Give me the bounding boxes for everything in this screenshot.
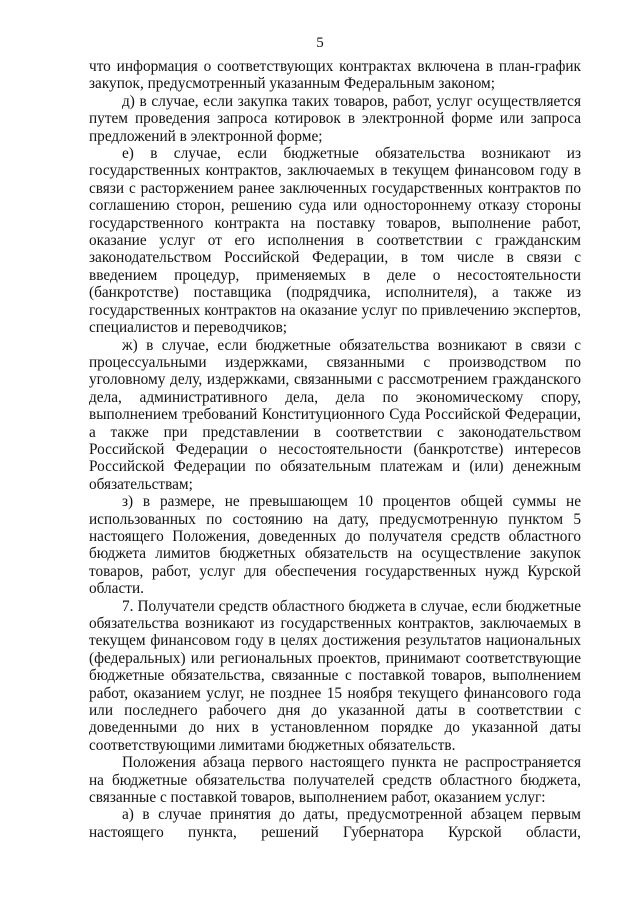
document-body xyxy=(89,58,581,841)
paragraph-item-zh: ж) в случае, если бюджетные обязательства возникают в связи с процессуальными издержками, связанными с производством по уголовному делу, издержками, связанными с рассмотрением гражданского дела, административного дела, дела по экономическому спору, выполнением требований Конституционного Суда Российской Федерации, а также при представлении в соответствии с законодательством Российской Федерации о несостоятельности (банкротстве) интересов Российской Федерации по обязательным платежам и (или) денежным обязательствам; xyxy=(89,336,581,493)
paragraph-item-a: а) в случае принятия до даты, предусмотренной абзацем первым настоящего пункта, решений Губернатора Курской области, xyxy=(89,806,581,841)
paragraph-item-z: з) в размере, не превышающем 10 процентов общей суммы не использованных по состоянию на дату, предусмотренную пунктом 5 настоящего Положения, доведенных до получателя средств областного бюджета лимитов бюджетных обязательств на осуществление закупок товаров, работ, услуг для обеспечения государственных нужд Курской области. xyxy=(89,493,581,598)
paragraph-clause-7: 7. Получатели средств областного бюджета в случае, если бюджетные обязательства возникают из государственных контрактов, заключаемых в текущем финансовом году в целях достижения результатов национальных (федеральных) или региональных проектов, принимают соответствующие бюджетные обязательства, связанные с поставкой товаров, выполнением работ, оказанием услуг, не позднее 15 ноября текущего финансового года или последнего рабочего дня до указанной даты в соответствии с доведенными до них в установленном порядке до указанной даты соответствующими лимитами бюджетных обязательств. xyxy=(89,597,581,754)
paragraph-item-e: е) в случае, если бюджетные обязательства возникают из государственных контрактов, заключаемых в текущем финансовом году в связи с расторжением ранее заключенных государственных контрактов по соглашению сторон, решению суда или одностороннему отказу стороны государственного контракта на поставку товаров, выполнение работ, оказание услуг от его исполнения в соответствии с гражданским законодательством Российской Федерации, в том числе в связи с введением процедур, применяемых в деле о несостоятельности (банкротстве) поставщика (подрядчика, исполнителя), а также из государственных контрактов на оказание услуг по привлечению экспертов, специалистов и переводчиков; xyxy=(89,145,581,337)
page-number: 5 xyxy=(316,35,324,51)
paragraph-item-d: д) в случае, если закупка таких товаров, работ, услуг осуществляется путем проведения запроса котировок в электронной форме или запроса предложений в электронной форме; xyxy=(89,92,581,145)
paragraph-exception: Положения абзаца первого настоящего пункта не распространяется на бюджетные обязательства получателей средств областного бюджета, связанные с поставкой товаров, выполнением работ, оказанием услуг: xyxy=(89,754,581,807)
paragraph-continuation: что информация о соответствующих контрактах включена в план-график закупок, предусмотренный указанным Федеральным законом; xyxy=(89,58,581,93)
